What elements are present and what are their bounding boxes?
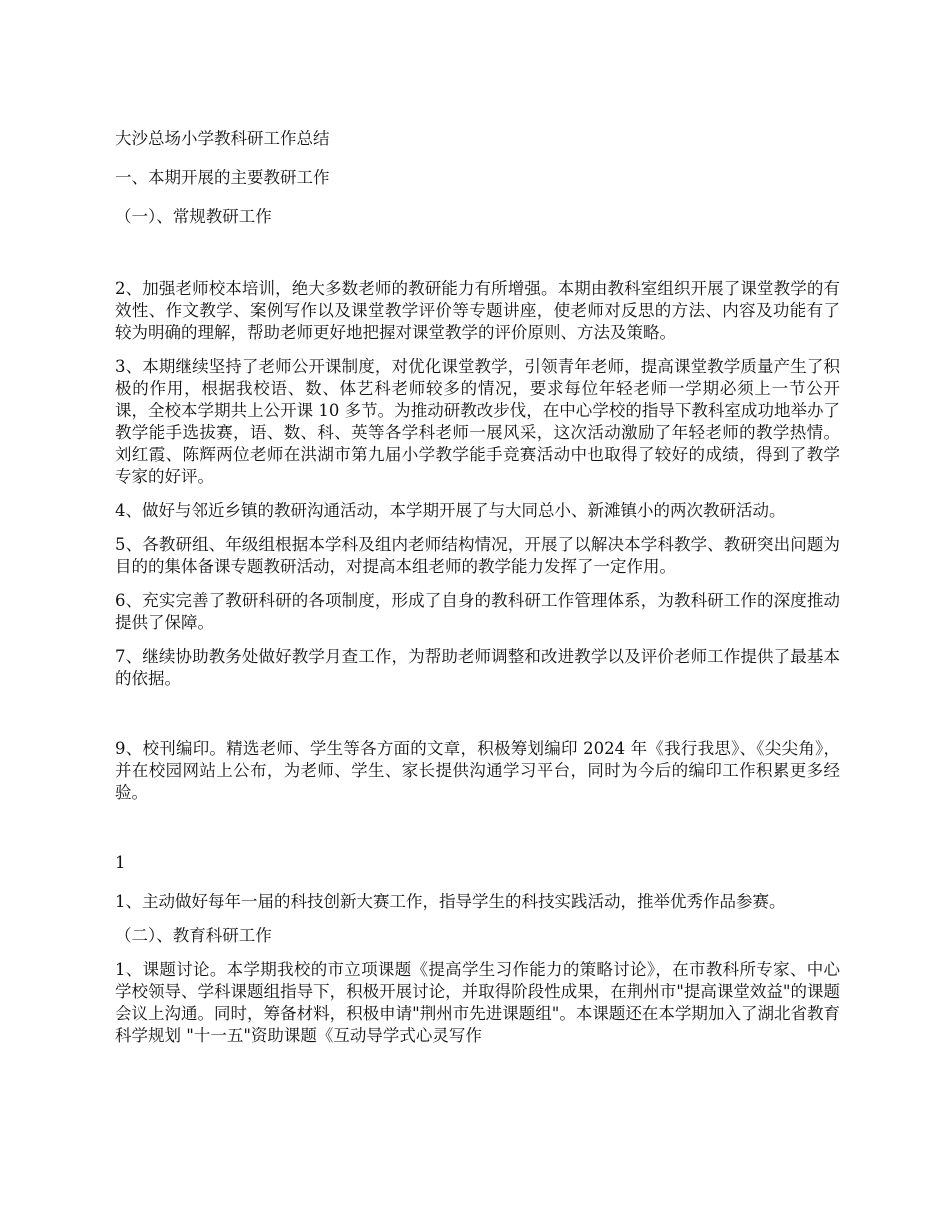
paragraph-1b: 1、主动做好每年一届的科技创新大赛工作，指导学生的科技实践活动，推举优秀作品参赛。 xyxy=(115,892,786,911)
paragraph-1c: 1、课题讨论。本学期我校的市立项课题《提高学生习作能力的策略讨论》，在市教科所专家、中心学校领导、学科课题组指导下，积极开展讨论，并取得阶段性成果，在荆州市"提高课堂效益"的课题会议上沟通。同时，筹备材料，积极申请"荆州市先进课题组"。本课题还在本学期加入了湖北省教育科学规划 "十一五"资助课题《互动导学式心灵写作 xyxy=(115,960,840,1045)
subsection-heading-2: （二）、教育科研工作 xyxy=(115,926,272,945)
paragraph-3: 3、本期继续坚持了老师公开课制度，对优化课堂教学，引领青年老师，提高课堂教学质量产生了积极的作用，根据我校语、数、体艺科老师较多的情况，要求每位年轻老师一学期必须上一节公开课，全校本学期共上公开课 10 多节。为推动研教改步伐，在中心学校的指导下教科室成功地举办了教学能手选拔赛，语、数、科、英等各学科老师一展风采，这次活动激励了年轻老师的教学热情。刘红霞、陈辉两位老师在洪湖市第九届小学教学能手竞赛活动中也取得了较好的成绩，得到了教学专家的好评。 xyxy=(115,357,840,486)
paragraph-5: 5、各教研组、年级组根据本学科及组内老师结构情况，开展了以解决本学科教学、教研突出问题为目的的集体备课专题教研活动，对提高本组老师的教学能力发挥了一定作用。 xyxy=(115,535,840,576)
paragraph-7: 7、继续协助教务处做好教学月查工作，为帮助老师调整和改进教学以及评价老师工作提供了最基本的依据。 xyxy=(115,647,840,688)
document-title: 大沙总场小学教科研工作总结 xyxy=(115,129,330,148)
page-number: 1 xyxy=(115,853,126,872)
document-page xyxy=(115,128,840,1047)
paragraph-9: 9、校刊编印。精选老师、学生等各方面的文章，积极筹划编印 2024 年《我行我思》、《尖尖角》，并在校园网站上公布，为老师、学生、家长提供沟通学习平台，同时为今后的编印工作积累更多经验。 xyxy=(115,739,840,802)
paragraph-4: 4、做好与邻近乡镇的教研沟通活动，本学期开展了与大同总小、新滩镇小的两次教研活动。 xyxy=(115,501,786,520)
paragraph-6: 6、充实完善了教研科研的各项制度，形成了自身的教科研工作管理体系，为教科研工作的深度推动提供了保障。 xyxy=(115,591,840,632)
section-heading-1: 一、本期开展的主要教研工作 xyxy=(115,168,330,187)
subsection-heading-1: （一）、常规教研工作 xyxy=(115,207,272,226)
paragraph-2: 2、加强老师校本培训，绝大多数老师的教研能力有所增强。本期由教科室组织开展了课堂教学的有效性、作文教学、案例写作以及课堂教学评价等专题讲座，使老师对反思的方法、内容及功能有了较为明确的理解，帮助老师更好地把握对课堂教学的评价原则、方法及策略。 xyxy=(115,279,840,342)
